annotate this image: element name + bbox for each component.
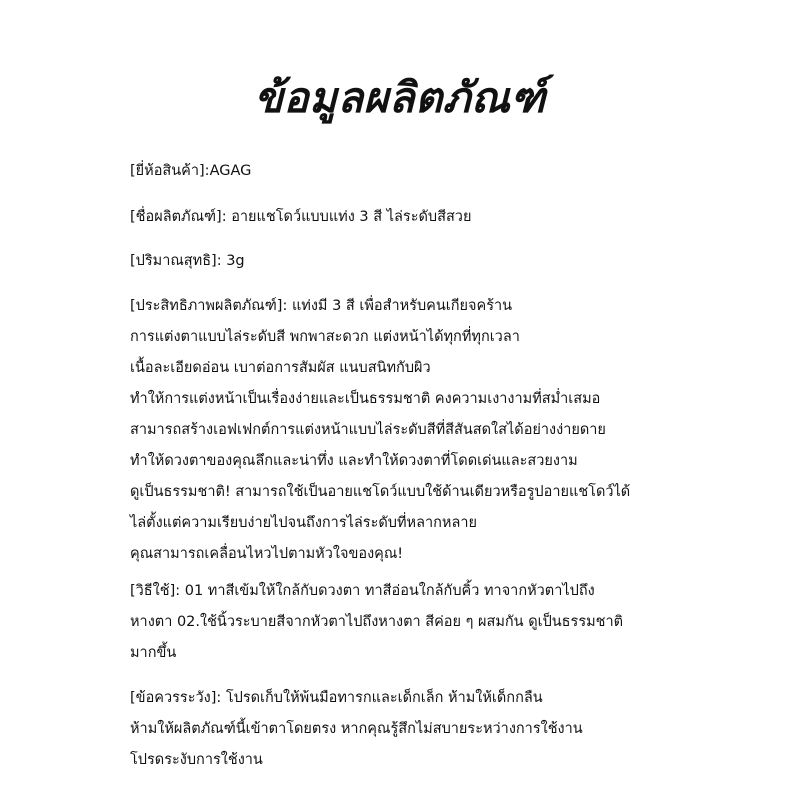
efficacy-section: [130, 291, 780, 570]
efficacy-line: ดูเป็นธรรมชาติ! สามารถใช้เป็นอายแชโดว์แบบใช้ด้านเดียวหรือรูปอายแชโดว์ได้: [130, 484, 631, 500]
caution-line: โปรดระงับการใช้งาน: [130, 752, 263, 768]
caution-line: [ข้อควรระวัง]: โปรดเก็บให้พ้นมือทารกและเด็กเล็ก ห้ามให้เด็กกลืน: [130, 690, 543, 706]
efficacy-line: ทำให้ดวงตาของคุณลึกและน่าทึ่ง และทำให้ดวงตาที่โดดเด่นและสวยงาม: [130, 453, 578, 469]
caution-line: ห้ามให้ผลิตภัณฑ์นี้เข้าตาโดยตรง หากคุณรู้สึกไม่สบายระหว่างการใช้งาน: [130, 721, 583, 737]
usage-section: [130, 576, 780, 669]
brand-section: [130, 156, 780, 187]
product-info: [130, 156, 780, 776]
efficacy-line: ไล่ตั้งแต่ความเรียบง่ายไปจนถึงการไล่ระดับที่หลากหลาย: [130, 515, 477, 531]
page-title: ข้อมูลผลิตภัณฑ์: [254, 73, 546, 122]
efficacy-line: [ประสิทธิภาพผลิตภัณฑ์]: แท่งมี 3 สี เพื่อสำหรับคนเกียจคร้าน: [130, 298, 513, 314]
usage-line: [วิธีใช้]: 01 ทาสีเข้มให้ใกล้กับดวงตา ทาสีอ่อนใกล้กับคิ้ว ทาจากหัวตาไปถึง: [130, 583, 595, 599]
usage-line: มากขึ้น: [130, 645, 177, 661]
efficacy-line: คุณสามารถเคลื่อนไหวไปตามหัวใจของคุณ!: [130, 546, 404, 562]
net-quantity-line: [ปริมาณสุทธิ]: 3g: [130, 253, 245, 269]
efficacy-line: เนื้อละเอียดอ่อน เบาต่อการสัมผัส แนบสนิทกับผิว: [130, 360, 431, 376]
efficacy-line: สามารถสร้างเอฟเฟกต์การแต่งหน้าแบบไล่ระดับสีที่สีสันสดใสได้อย่างง่ายดาย: [130, 422, 606, 438]
product-name-line: [ชื่อผลิตภัณฑ์]: อายแชโดว์แบบแท่ง 3 สี ไล่ระดับสีสวย: [130, 209, 472, 225]
efficacy-line: ทำให้การแต่งหน้าเป็นเรื่องง่ายและเป็นธรรมชาติ คงความเงางามที่สม่ำเสมอ: [130, 391, 601, 407]
product-name-section: [130, 202, 780, 233]
efficacy-line: การแต่งตาแบบไล่ระดับสี พกพาสะดวก แต่งหน้าได้ทุกที่ทุกเวลา: [130, 329, 520, 345]
usage-line: หางตา 02.ใช้นิ้วระบายสีจากหัวตาไปถึงหางตา สีค่อย ๆ ผสมกัน ดูเป็นธรรมชาติ: [130, 614, 624, 630]
brand-line: [ยี่ห้อสินค้า]:AGAG: [130, 163, 252, 179]
caution-section: [130, 683, 780, 776]
net-quantity-section: [130, 246, 780, 277]
